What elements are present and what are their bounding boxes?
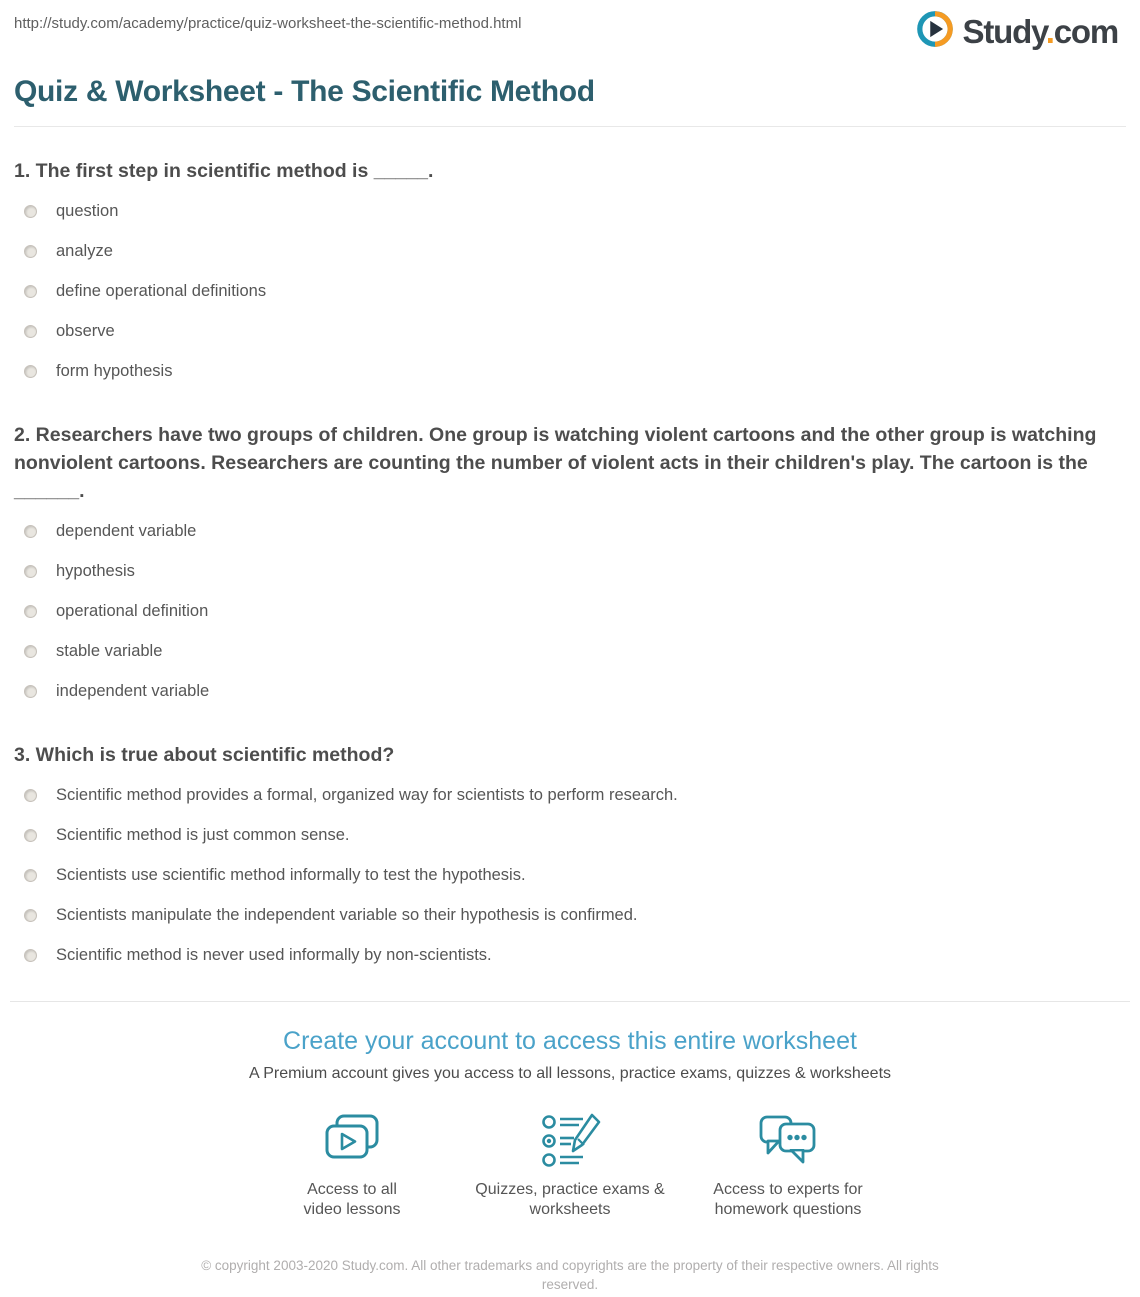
signup-heading: Create your account to access this entire worksheet xyxy=(283,1027,857,1055)
option-label[interactable]: hypothesis xyxy=(56,561,135,580)
option-label[interactable]: analyze xyxy=(56,241,113,260)
answer-option[interactable] xyxy=(14,511,1126,551)
studycom-logo-text: Study.com xyxy=(962,12,1118,50)
option-label[interactable]: dependent variable xyxy=(56,521,197,540)
question-1-heading: 1. The first step in scientific method is _____. xyxy=(14,160,434,182)
question-3 xyxy=(14,741,1126,975)
question-1-options xyxy=(14,191,1126,391)
radio-button[interactable] xyxy=(24,909,37,922)
answer-option[interactable] xyxy=(14,351,1126,391)
expert-chat-icon xyxy=(756,1113,820,1169)
feature-quizzes-worksheets xyxy=(470,1113,670,1220)
radio-button[interactable] xyxy=(24,829,37,842)
answer-option[interactable] xyxy=(14,311,1126,351)
radio-button[interactable] xyxy=(24,605,37,618)
feature-label: Access to experts for homework questions xyxy=(713,1181,863,1218)
page-title: Quiz & Worksheet - The Scientific Method xyxy=(14,75,595,108)
answer-option[interactable] xyxy=(14,895,1126,935)
radio-button[interactable] xyxy=(24,245,37,258)
signup-subheading: A Premium account gives you access to all lessons, practice exams, quizzes & worksheets xyxy=(248,1065,892,1082)
feature-expert-chat xyxy=(688,1113,888,1220)
option-label[interactable]: Scientific method provides a formal, organized way for scientists to perform research. xyxy=(56,785,678,804)
page-url: http://study.com/academy/practice/quiz-worksheet-the-scientific-method.html xyxy=(14,15,522,32)
feature-label: Quizzes, practice exams & worksheets xyxy=(475,1181,665,1218)
question-3-heading: 3. Which is true about scientific method? xyxy=(14,744,395,766)
radio-button[interactable] xyxy=(24,565,37,578)
option-label[interactable]: define operational definitions xyxy=(56,281,267,300)
answer-option[interactable] xyxy=(14,631,1126,671)
footer-divider xyxy=(10,1001,1130,1002)
question-2 xyxy=(14,421,1126,711)
radio-button[interactable] xyxy=(24,869,37,882)
page-header xyxy=(0,0,1140,52)
answer-option[interactable] xyxy=(14,935,1126,975)
question-1 xyxy=(14,157,1126,391)
radio-button[interactable] xyxy=(24,789,37,802)
copyright-notice: © copyright 2003-2020 Study.com. All other trademarks and copyrights are the property of their respective owners. All rights reserved. xyxy=(201,1258,939,1292)
option-label[interactable]: Scientists manipulate the independent variable so their hypothesis is confirmed. xyxy=(56,905,638,924)
option-label[interactable]: observe xyxy=(56,321,115,340)
title-divider xyxy=(14,126,1126,127)
answer-option[interactable] xyxy=(14,591,1126,631)
radio-button[interactable] xyxy=(24,365,37,378)
question-2-options xyxy=(14,511,1126,711)
feature-list xyxy=(0,1113,1140,1220)
logo-dot: . xyxy=(1045,12,1054,50)
option-label[interactable]: Scientific method is just common sense. xyxy=(56,825,350,844)
question-3-options xyxy=(14,775,1126,975)
option-label[interactable]: operational definition xyxy=(56,601,209,620)
studycom-logo[interactable] xyxy=(916,10,1118,53)
quizzes-worksheets-icon xyxy=(538,1113,602,1169)
answer-option[interactable] xyxy=(14,671,1126,711)
question-2-heading: 2. Researchers have two groups of children. One group is watching violent cartoons and the other group is watching nonviolent cartoons. Researchers are counting the number of violent acts in their children's play. The cartoon is the ______. xyxy=(14,424,1097,502)
option-label[interactable]: stable variable xyxy=(56,641,163,660)
answer-option[interactable] xyxy=(14,231,1126,271)
option-label[interactable]: independent variable xyxy=(56,681,210,700)
answer-option[interactable] xyxy=(14,775,1126,815)
radio-button[interactable] xyxy=(24,949,37,962)
studycom-logo-icon xyxy=(916,10,954,53)
answer-option[interactable] xyxy=(14,855,1126,895)
answer-option[interactable] xyxy=(14,815,1126,855)
radio-button[interactable] xyxy=(24,525,37,538)
radio-button[interactable] xyxy=(24,205,37,218)
feature-video-lessons xyxy=(252,1113,452,1220)
video-lessons-icon xyxy=(320,1113,384,1169)
radio-button[interactable] xyxy=(24,645,37,658)
option-label[interactable]: Scientists use scientific method informally to test the hypothesis. xyxy=(56,865,526,884)
radio-button[interactable] xyxy=(24,285,37,298)
option-label[interactable]: question xyxy=(56,201,119,220)
option-label[interactable]: Scientific method is never used informally by non-scientists. xyxy=(56,945,492,964)
radio-button[interactable] xyxy=(24,325,37,338)
answer-option[interactable] xyxy=(14,271,1126,311)
answer-option[interactable] xyxy=(14,191,1126,231)
feature-label: Access to all video lessons xyxy=(303,1181,401,1218)
option-label[interactable]: form hypothesis xyxy=(56,361,173,380)
radio-button[interactable] xyxy=(24,685,37,698)
answer-option[interactable] xyxy=(14,551,1126,591)
